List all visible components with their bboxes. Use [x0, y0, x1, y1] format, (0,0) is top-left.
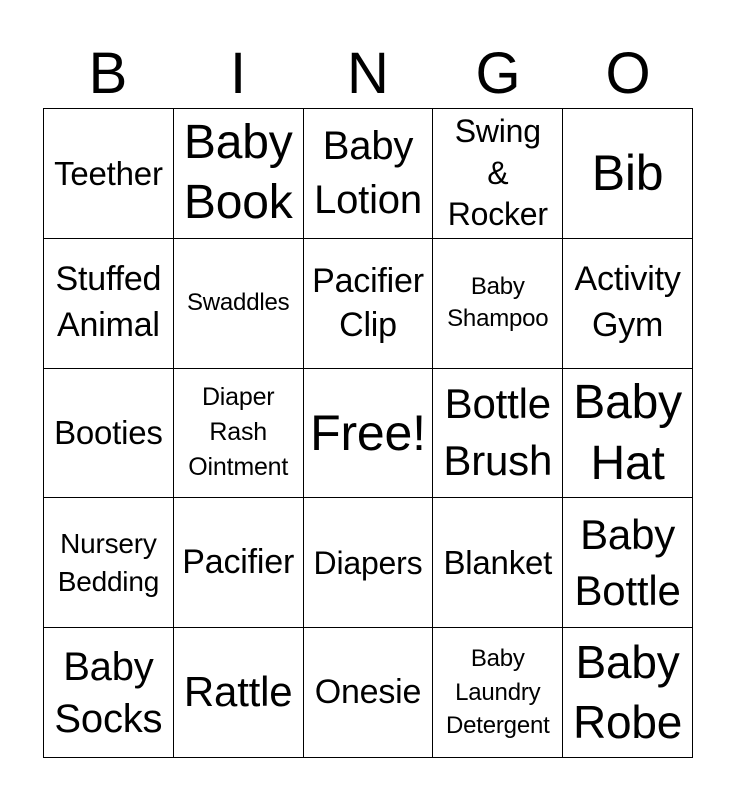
bingo-cell[interactable] — [174, 109, 304, 239]
bingo-cell-label: Nursery Bedding — [57, 527, 160, 597]
bingo-cell[interactable] — [304, 628, 434, 758]
bingo-cell[interactable] — [304, 239, 434, 369]
bingo-cell-label: Blanket — [443, 543, 553, 581]
bingo-cell-label: Baby Lotion — [314, 124, 422, 223]
bingo-cell-label: Pacifier — [182, 543, 295, 582]
bingo-cell-label: Baby Bottle — [574, 511, 681, 614]
bingo-cell-label: Swing & Rocker — [447, 113, 548, 233]
bingo-header — [43, 40, 693, 108]
bingo-cell-label: Onesie — [314, 673, 422, 712]
bingo-cell[interactable] — [44, 628, 174, 758]
bingo-cell-label: Baby Book — [183, 116, 293, 230]
bingo-cell[interactable] — [44, 239, 174, 369]
bingo-cell[interactable] — [433, 498, 563, 628]
bingo-cell-label: Booties — [54, 414, 163, 452]
bingo-cell[interactable] — [563, 109, 693, 239]
bingo-cell-label: Activity Gym — [574, 260, 681, 345]
bingo-cell[interactable] — [174, 628, 304, 758]
bingo-cell-label: Teether — [54, 154, 163, 192]
bingo-cell-label: Swaddles — [186, 288, 290, 316]
bingo-cell-label: Rattle — [183, 668, 293, 716]
bingo-cell[interactable] — [433, 369, 563, 499]
bingo-cell-label: Baby Hat — [573, 375, 682, 490]
bingo-cell-label: Baby Shampoo — [447, 272, 549, 333]
bingo-cell-label: Diaper Rash Ointment — [188, 383, 289, 482]
bingo-cell[interactable] — [304, 498, 434, 628]
bingo-cell[interactable] — [563, 239, 693, 369]
bingo-cell[interactable] — [174, 498, 304, 628]
bingo-board — [43, 108, 693, 758]
bingo-cell[interactable] — [304, 109, 434, 239]
header-letter-i: I — [229, 41, 247, 106]
bingo-cell-label: Baby Robe — [573, 635, 683, 748]
bingo-cell-label: Baby Socks — [54, 644, 163, 741]
header-letter-o: O — [605, 41, 651, 106]
bingo-cell[interactable] — [433, 628, 563, 758]
bingo-cell[interactable] — [563, 369, 693, 499]
header-letter-b: B — [88, 41, 128, 106]
bingo-cell[interactable] — [563, 498, 693, 628]
bingo-cell[interactable] — [44, 498, 174, 628]
bingo-cell[interactable] — [433, 239, 563, 369]
bingo-cell[interactable] — [174, 369, 304, 499]
bingo-cell-label: Baby Laundry Detergent — [445, 645, 550, 740]
bingo-cell[interactable] — [433, 109, 563, 239]
bingo-cell[interactable] — [44, 109, 174, 239]
bingo-cell-label: Bib — [591, 145, 664, 202]
bingo-cell-label: Diapers — [313, 544, 423, 581]
bingo-cell-label: Pacifier Clip — [312, 262, 424, 345]
header-letter-n: N — [347, 41, 389, 106]
bingo-cell-label: Stuffed Animal — [55, 260, 162, 345]
bingo-cell-label: Bottle Brush — [443, 380, 553, 484]
bingo-cell-label: Free! — [310, 404, 426, 461]
header-letter-g: G — [475, 41, 521, 106]
bingo-cell[interactable] — [44, 369, 174, 499]
bingo-cell[interactable] — [563, 628, 693, 758]
bingo-cell[interactable] — [174, 239, 304, 369]
bingo-cell[interactable] — [304, 369, 434, 499]
